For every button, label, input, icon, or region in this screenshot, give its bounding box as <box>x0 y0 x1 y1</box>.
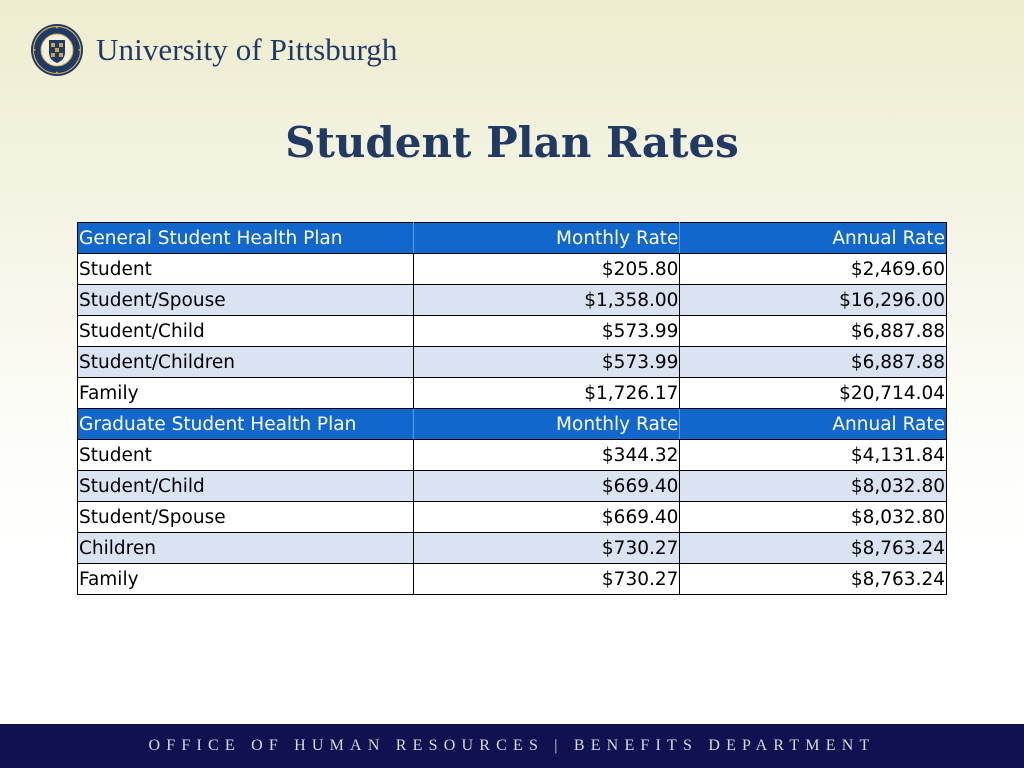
university-seal-icon <box>30 23 84 77</box>
coverage-tier-cell: Student/Child <box>78 316 414 347</box>
coverage-tier-cell: Family <box>78 564 414 595</box>
table-row <box>78 440 947 471</box>
table-row <box>78 378 947 409</box>
university-wordmark: University of Pittsburgh <box>96 32 398 67</box>
table-row <box>78 533 947 564</box>
table-row <box>78 471 947 502</box>
monthly-rate-cell: $205.80 <box>413 254 680 285</box>
coverage-tier-cell: Family <box>78 378 414 409</box>
monthly-rate-cell: $1,726.17 <box>413 378 680 409</box>
page-title: Student Plan Rates <box>285 118 739 167</box>
monthly-rate-cell: $730.27 <box>413 564 680 595</box>
table-row <box>78 502 947 533</box>
coverage-tier-cell: Student/Spouse <box>78 285 414 316</box>
annual-rate-cell: $6,887.88 <box>680 347 947 378</box>
annual-rate-cell: $2,469.60 <box>680 254 947 285</box>
table-row <box>78 347 947 378</box>
plan-name-header: Graduate Student Health Plan <box>78 409 414 440</box>
university-header <box>30 22 398 78</box>
annual-rate-cell: $6,887.88 <box>680 316 947 347</box>
monthly-rate-cell: $1,358.00 <box>413 285 680 316</box>
footer-bar <box>0 724 1024 768</box>
table-row <box>78 254 947 285</box>
coverage-tier-cell: Student/Children <box>78 347 414 378</box>
coverage-tier-cell: Children <box>78 533 414 564</box>
monthly-rate-cell: $669.40 <box>413 502 680 533</box>
table-section-header <box>78 223 947 254</box>
annual-rate-cell: $20,714.04 <box>680 378 947 409</box>
annual-rate-header: Annual Rate <box>680 409 947 440</box>
plan-name-header: General Student Health Plan <box>78 223 414 254</box>
coverage-tier-cell: Student/Child <box>78 471 414 502</box>
annual-rate-cell: $4,131.84 <box>680 440 947 471</box>
monthly-rate-cell: $573.99 <box>413 347 680 378</box>
annual-rate-cell: $8,763.24 <box>680 564 947 595</box>
coverage-tier-cell: Student <box>78 254 414 285</box>
coverage-tier-cell: Student <box>78 440 414 471</box>
table-row <box>78 564 947 595</box>
monthly-rate-cell: $669.40 <box>413 471 680 502</box>
monthly-rate-cell: $344.32 <box>413 440 680 471</box>
annual-rate-cell: $8,763.24 <box>680 533 947 564</box>
annual-rate-cell: $16,296.00 <box>680 285 947 316</box>
rates-table <box>77 222 947 595</box>
monthly-rate-header: Monthly Rate <box>413 409 680 440</box>
annual-rate-cell: $8,032.80 <box>680 502 947 533</box>
monthly-rate-cell: $730.27 <box>413 533 680 564</box>
footer-text: OFFICE OF HUMAN RESOURCES | BENEFITS DEPARTMENT <box>148 737 876 754</box>
rates-table-body <box>78 223 947 595</box>
table-row <box>78 285 947 316</box>
monthly-rate-cell: $573.99 <box>413 316 680 347</box>
coverage-tier-cell: Student/Spouse <box>78 502 414 533</box>
table-section-header <box>78 409 947 440</box>
monthly-rate-header: Monthly Rate <box>413 223 680 254</box>
table-row <box>78 316 947 347</box>
annual-rate-cell: $8,032.80 <box>680 471 947 502</box>
annual-rate-header: Annual Rate <box>680 223 947 254</box>
